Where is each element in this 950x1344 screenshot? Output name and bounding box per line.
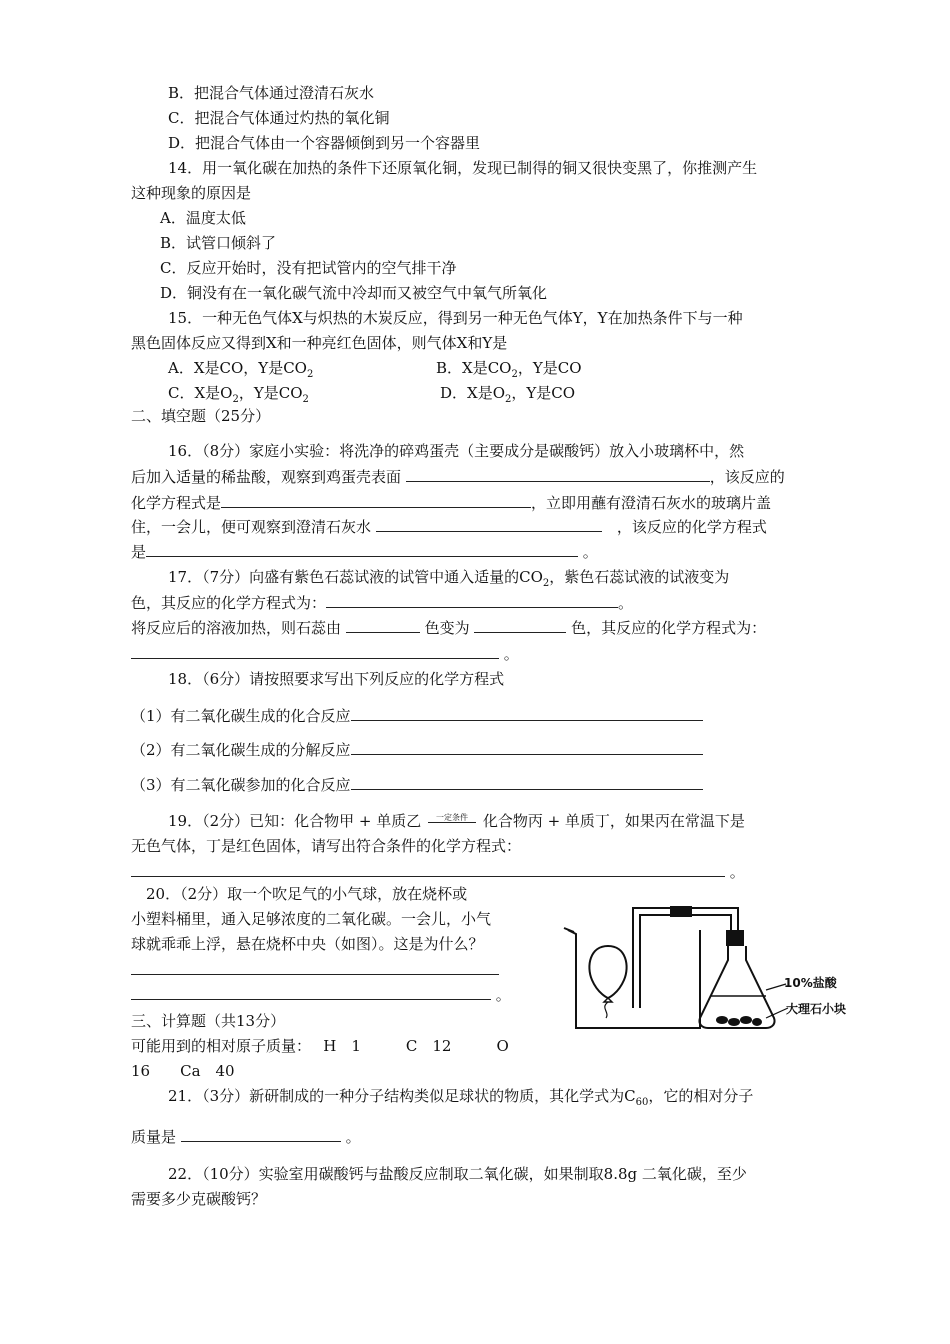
- q16-blank-2[interactable]: [221, 493, 531, 508]
- label-marble-pieces: 大理石小块: [786, 1002, 847, 1016]
- q20-line4: [131, 960, 499, 980]
- q20-line1: 20．（2分）取一个吹足气的小气球，放在烧杯或: [146, 885, 468, 903]
- q20-line3: 球就乖乖上浮，悬在烧杯中央（如图）。这是为什么？: [131, 935, 484, 953]
- q14-option-b: B．试管口倾斜了: [160, 234, 277, 252]
- q17-blank-1[interactable]: [326, 593, 618, 608]
- q14-option-c: C．反应开始时，没有把试管内的空气排干净: [160, 259, 457, 277]
- q18-stem: 18．（6分）请按照要求写出下列反应的化学方程式: [168, 670, 505, 688]
- q19-line3: 。: [131, 862, 745, 882]
- q18-item-3: （3）有二氧化碳参加的化合反应: [131, 775, 703, 795]
- q20-blank-2[interactable]: [131, 985, 491, 1000]
- q17-line2: 色，其反应的化学方程式为： 。: [131, 594, 634, 612]
- q21-line1: 21．（3分）新研制成的一种分子结构类似足球状的物质，其化学式为$C_{60}$，它的相对分子: [168, 1087, 754, 1108]
- q13-option-d: D．把混合气体由一个容器倾倒到另一个容器里: [168, 134, 481, 152]
- q20-line2: 小塑料桶里，通入足够浓度的二氧化碳。一会儿，小气: [131, 910, 492, 928]
- section-2-heading: 二、填空题（25分）: [131, 407, 271, 425]
- q15-option-b: B．X是$CO_2$，Y是CO: [436, 359, 582, 380]
- q18-item-2: （2）有二氧化碳生成的分解反应: [131, 740, 703, 760]
- q15-option-d: D．X是$O_2$，Y是CO: [440, 384, 576, 405]
- q18-item-1: （1）有二氧化碳生成的化合反应: [131, 706, 703, 726]
- atomic-mass-line1: 可能用到的相对原子质量： H 1 C 12 O: [131, 1037, 509, 1055]
- q16-blank-4[interactable]: [146, 542, 578, 557]
- q20-line5: 。: [131, 985, 511, 1005]
- q17-line1: 17．（7分）向盛有紫色石蕊试液的试管中通入适量的$CO_2$，紫色石蕊试液的试液变为: [168, 568, 730, 589]
- q14-stem-line2: 这种现象的原因是: [131, 184, 252, 202]
- q17-blank-4[interactable]: [131, 644, 499, 659]
- q15-option-c: C．X是$O_2$，Y是$CO_2$: [168, 384, 309, 405]
- q16-line1: 16．（8分）家庭小实验：将洗净的碎鸡蛋壳（主要成分是碳酸钙）放入小玻璃杯中，然: [168, 442, 745, 460]
- q13-option-c: C．把混合气体通过灼热的氧化铜: [168, 109, 390, 127]
- q19-blank[interactable]: [131, 862, 725, 877]
- q16-line5: 是 。: [131, 543, 598, 561]
- q20-blank-1[interactable]: [131, 960, 499, 975]
- q16-blank-1[interactable]: [406, 467, 710, 482]
- q16-blank-3[interactable]: [376, 517, 602, 532]
- q16-line4: 住，一会儿，便可观察到澄清石灰水 ，该反应的化学方程式: [131, 518, 767, 536]
- q17-line4: 。: [131, 644, 519, 664]
- q15-option-a: A．X是CO，Y是$CO_2$: [168, 359, 314, 380]
- q18-blank-2[interactable]: [351, 740, 703, 755]
- q14-option-d: D．铜没有在一氧化碳气流中冷却而又被空气中氧气所氧化: [160, 284, 548, 302]
- section-3-heading: 三、计算题（共13分）: [131, 1012, 286, 1030]
- q14-option-a: A．温度太低: [160, 209, 246, 227]
- q15-stem-line1: 15．一种无色气体X与炽热的木炭反应，得到另一种无色气体Y，Y在加热条件下与一种: [168, 309, 743, 327]
- q16-line2: 后加入适量的稀盐酸，观察到鸡蛋壳表面 ，该反应的: [131, 468, 785, 486]
- q18-blank-1[interactable]: [351, 706, 703, 721]
- q15-stem-line2: 黑色固体反应又得到X和一种亮红色固体，则气体X和Y是: [131, 334, 508, 352]
- q16-line3: 化学方程式是 ，立即用蘸有澄清石灰水的玻璃片盖: [131, 494, 772, 512]
- q19-line2: 无色气体，丁是红色固体，请写出符合条件的化学方程式：: [131, 837, 522, 855]
- q22-line1: 22．（10分）实验室用碳酸钙与盐酸反应制取二氧化碳，如果制取8.8g 二氧化碳，至少: [168, 1165, 747, 1183]
- q17-line3: 将反应后的溶液加热，则石蕊由 色变为 色，其反应的化学方程式为：: [131, 619, 767, 637]
- q14-stem-line1: 14．用一氧化碳在加热的条件下还原氧化铜，发现已制得的铜又很快变黑了，你推测产生: [168, 159, 758, 177]
- q22-line2: 需要多少克碳酸钙？: [131, 1190, 267, 1208]
- reaction-condition-arrow: 一定条件: [426, 814, 478, 830]
- q21-line2: 质量是 。: [131, 1128, 361, 1146]
- co2-apparatus-figure: [560, 878, 850, 1038]
- atomic-mass-line2: 16 Ca 40: [131, 1062, 235, 1080]
- q17-blank-2[interactable]: [346, 618, 420, 633]
- q13-option-b: B．把混合气体通过澄清石灰水: [168, 84, 375, 102]
- label-hydrochloric-acid: 10%盐酸: [784, 976, 837, 990]
- q18-blank-3[interactable]: [351, 775, 703, 790]
- q19-line1: 19．（2分）已知：化合物甲 + 单质乙 一定条件 化合物丙 + 单质丁，如果丙在常温下是: [168, 812, 745, 830]
- q21-blank[interactable]: [181, 1127, 341, 1142]
- q17-blank-3[interactable]: [474, 618, 566, 633]
